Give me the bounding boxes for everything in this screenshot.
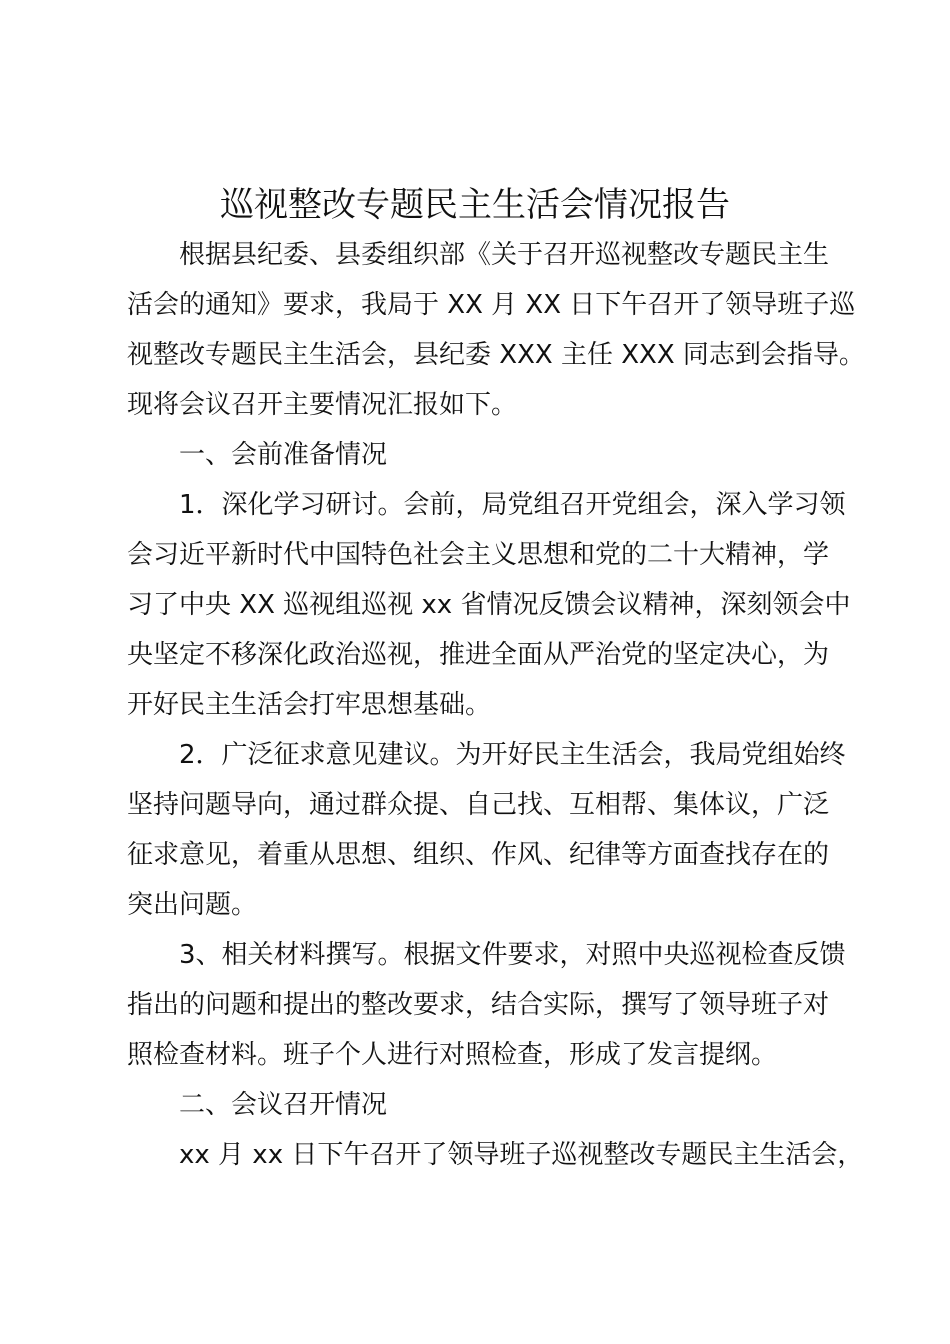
paragraph-line: 突出问题。 xyxy=(127,890,258,920)
paragraph-line: 坚持问题导向，通过群众提、自己找、互相帮、集体议，广泛 xyxy=(127,790,830,820)
paragraph-line: 根据县纪委、县委组织部《关于召开巡视整改专题民主生 xyxy=(179,240,830,270)
paragraph-line: 活会的通知》要求，我局于 XX 月 XX 日下午召开了领导班子巡 xyxy=(127,290,856,320)
paragraph-line: 3、相关材料撰写。根据文件要求，对照中央巡视检查反馈 xyxy=(179,940,846,970)
paragraph-line: 视整改专题民主生活会，县纪委 XXX 主任 XXX 同志到会指导。 xyxy=(127,340,865,370)
paragraph-line: 1．深化学习研讨。会前，局党组召开党组会，深入学习领 xyxy=(179,490,846,520)
paragraph-line: 现将会议召开主要情况汇报如下。 xyxy=(127,390,518,420)
paragraph-line: 指出的问题和提出的整改要求，结合实际，撰写了领导班子对 xyxy=(127,990,830,1020)
document-title: 巡视整改专题民主生活会情况报告 xyxy=(220,185,730,225)
section-heading: 二、会议召开情况 xyxy=(179,1090,388,1120)
paragraph-line: 开好民主生活会打牢思想基础。 xyxy=(127,690,492,720)
section-heading: 一、会前准备情况 xyxy=(179,440,388,470)
paragraph-line: 习了中央 XX 巡视组巡视 xx 省情况反馈会议精神，深刻领会中 xyxy=(127,590,851,620)
paragraph-line: xx 月 xx 日下午召开了领导班子巡视整改专题民主生活会， xyxy=(179,1140,864,1170)
paragraph-line: 照检查材料。班子个人进行对照检查，形成了发言提纲。 xyxy=(127,1040,778,1070)
paragraph-line: 会习近平新时代中国特色社会主义思想和党的二十大精神，学 xyxy=(127,540,830,570)
paragraph-line: 央坚定不移深化政治巡视，推进全面从严治党的坚定决心，为 xyxy=(127,640,830,670)
paragraph-line: 征求意见，着重从思想、组织、作风、纪律等方面查找存在的 xyxy=(127,840,830,870)
paragraph-line: 2．广泛征求意见建议。为开好民主生活会，我局党组始终 xyxy=(179,740,846,770)
